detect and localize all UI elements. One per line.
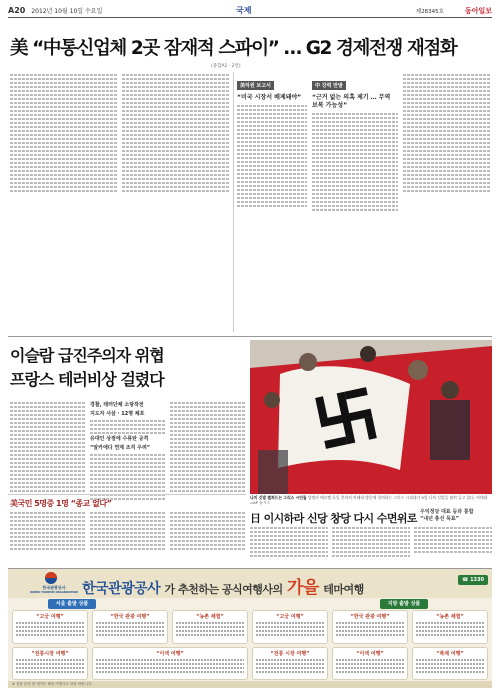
side-story-col2 [90,510,166,552]
photo-caption [250,495,492,505]
second-story-col3 [170,400,246,494]
ad-card [12,610,88,644]
region-label-seoul: 서울 출발 상품 [48,599,96,609]
third-subhead-line1: 우익정당 대표 등과 통합 [420,509,474,515]
side-headline: 美국민 5명중 1명 “종교 없다” [10,499,112,508]
caption-label: 나치 깃발 펼쳐드는 그리스 시민들 [250,495,307,500]
ad-card [332,610,408,644]
second-headline-line2: 프랑스 테러비상 걸렸다 [10,370,164,389]
response-quote: “근거 없는 의혹 제기 … 무역 보복 가능성” [312,94,391,109]
third-headline: 日 이시하라 신당 창당 다시 수면위로 [250,512,417,525]
third-story-col1 [250,525,328,559]
response-label: 中 강력 반발 [312,81,346,90]
top-story-col5 [403,72,491,194]
ad-title [82,573,364,598]
ad-card-title: “농촌 체험” [436,614,464,620]
ad-org-english: KOREA TOURISM ORGANIZATION [30,591,78,594]
caption-text: 앙겔라 메르켈 독일 총리의 아테네 방문에 항의하는 그리스 시위대가 9일 나치 깃발을 펼쳐 들고 있다. 아테네=AP 뉴시스 [250,495,488,505]
ad-card-title: “전통시장 여행” [31,651,69,657]
ad-card-title: “고궁 여행” [36,614,64,620]
second-subhead-2: 지도자 사살 · 12명 체포 [90,411,145,417]
ad-card [172,610,248,644]
top-story-col2 [122,72,230,194]
ad-card-title: “전통 시장 여행” [270,651,310,657]
ad-card [12,647,88,680]
tourism-advertisement [8,568,492,688]
ad-card [92,610,168,644]
ad-card [252,647,328,680]
kto-logo-icon [38,571,64,585]
second-story-col1 [10,400,86,494]
nazi-flag-protest-photo [250,340,492,494]
side-story-col1 [10,510,86,552]
ad-card-title: “이색 여행” [156,651,184,657]
ad-card-title: “농촌 체험” [196,614,224,620]
issue-date: 2012년 10월 10일 수요일 [31,8,103,15]
ad-card-title: “이색 여행” [356,651,384,657]
top-headline: 美 “中통신업체 2곳 잠재적 스파이” … G2 경제전쟁 재점화 [10,38,457,59]
column-divider [233,72,234,332]
ad-card [412,610,488,644]
second-headline [10,344,164,392]
region-label-regional: 지방 출발 상품 [380,599,428,609]
second-headline-line1: 이슬람 급진주의자 위협 [10,346,164,365]
commentary-label: 美하원 보고서 [237,81,274,90]
third-subhead [420,509,474,523]
response-box [312,72,398,213]
top-story-col1 [10,72,118,194]
ad-card-title: “한국 관광 여행” [350,614,390,620]
ad-card-title: “고궁 여행” [276,614,304,620]
page-header [8,4,492,18]
second-subhead-4: “알카에다 연계 조직 우려” [90,445,151,451]
second-story-col2 [90,400,166,502]
page-number: A20 [8,6,26,15]
ad-footer: ※ 상품 문의 및 예약은 해당 여행사로 연락 바랍니다. [8,681,492,688]
third-story-col3 [414,525,492,555]
ad-org-korean: 한국관광공사 [42,585,66,590]
ad-title-middle: 가 추천하는 공식여행사의 [164,583,283,596]
news-photo [250,340,492,494]
ad-banner [8,569,492,598]
ad-card-title: “한국 관광 여행” [110,614,150,620]
top-byline: (종합A1 · 2면) [211,64,241,69]
second-subhead-1: 경찰, 테러단체 소탕작전 [90,402,144,408]
commentary-quote: “미국 시장서 배제돼야” [237,94,302,101]
section-rule [8,336,492,337]
side-story-col3 [170,510,246,552]
edition-number: 제28345호 [415,8,444,15]
newspaper-logo: 동아일보 [464,5,492,15]
third-subhead-line2: “내년 총선 목표” [420,516,460,522]
ad-card [252,610,328,644]
ad-title-org: 한국관광공사 [82,581,161,597]
ad-card [332,647,408,680]
third-story-col2 [332,525,410,559]
ad-telephone: ☎ 1330 [458,575,488,585]
side-rule [8,494,246,495]
ad-org-name [26,585,82,595]
section-title: 국제 [236,6,252,15]
ad-title-theme: 테마여행 [323,583,364,596]
ad-card [92,647,248,680]
ad-card [412,647,488,680]
ad-title-fall: 가을 [286,578,319,598]
ad-card-title: “축제 여행” [436,651,464,657]
commentary-box [237,72,307,209]
second-subhead-3: 유대인 상점에 수류탄 공격 [90,436,149,442]
